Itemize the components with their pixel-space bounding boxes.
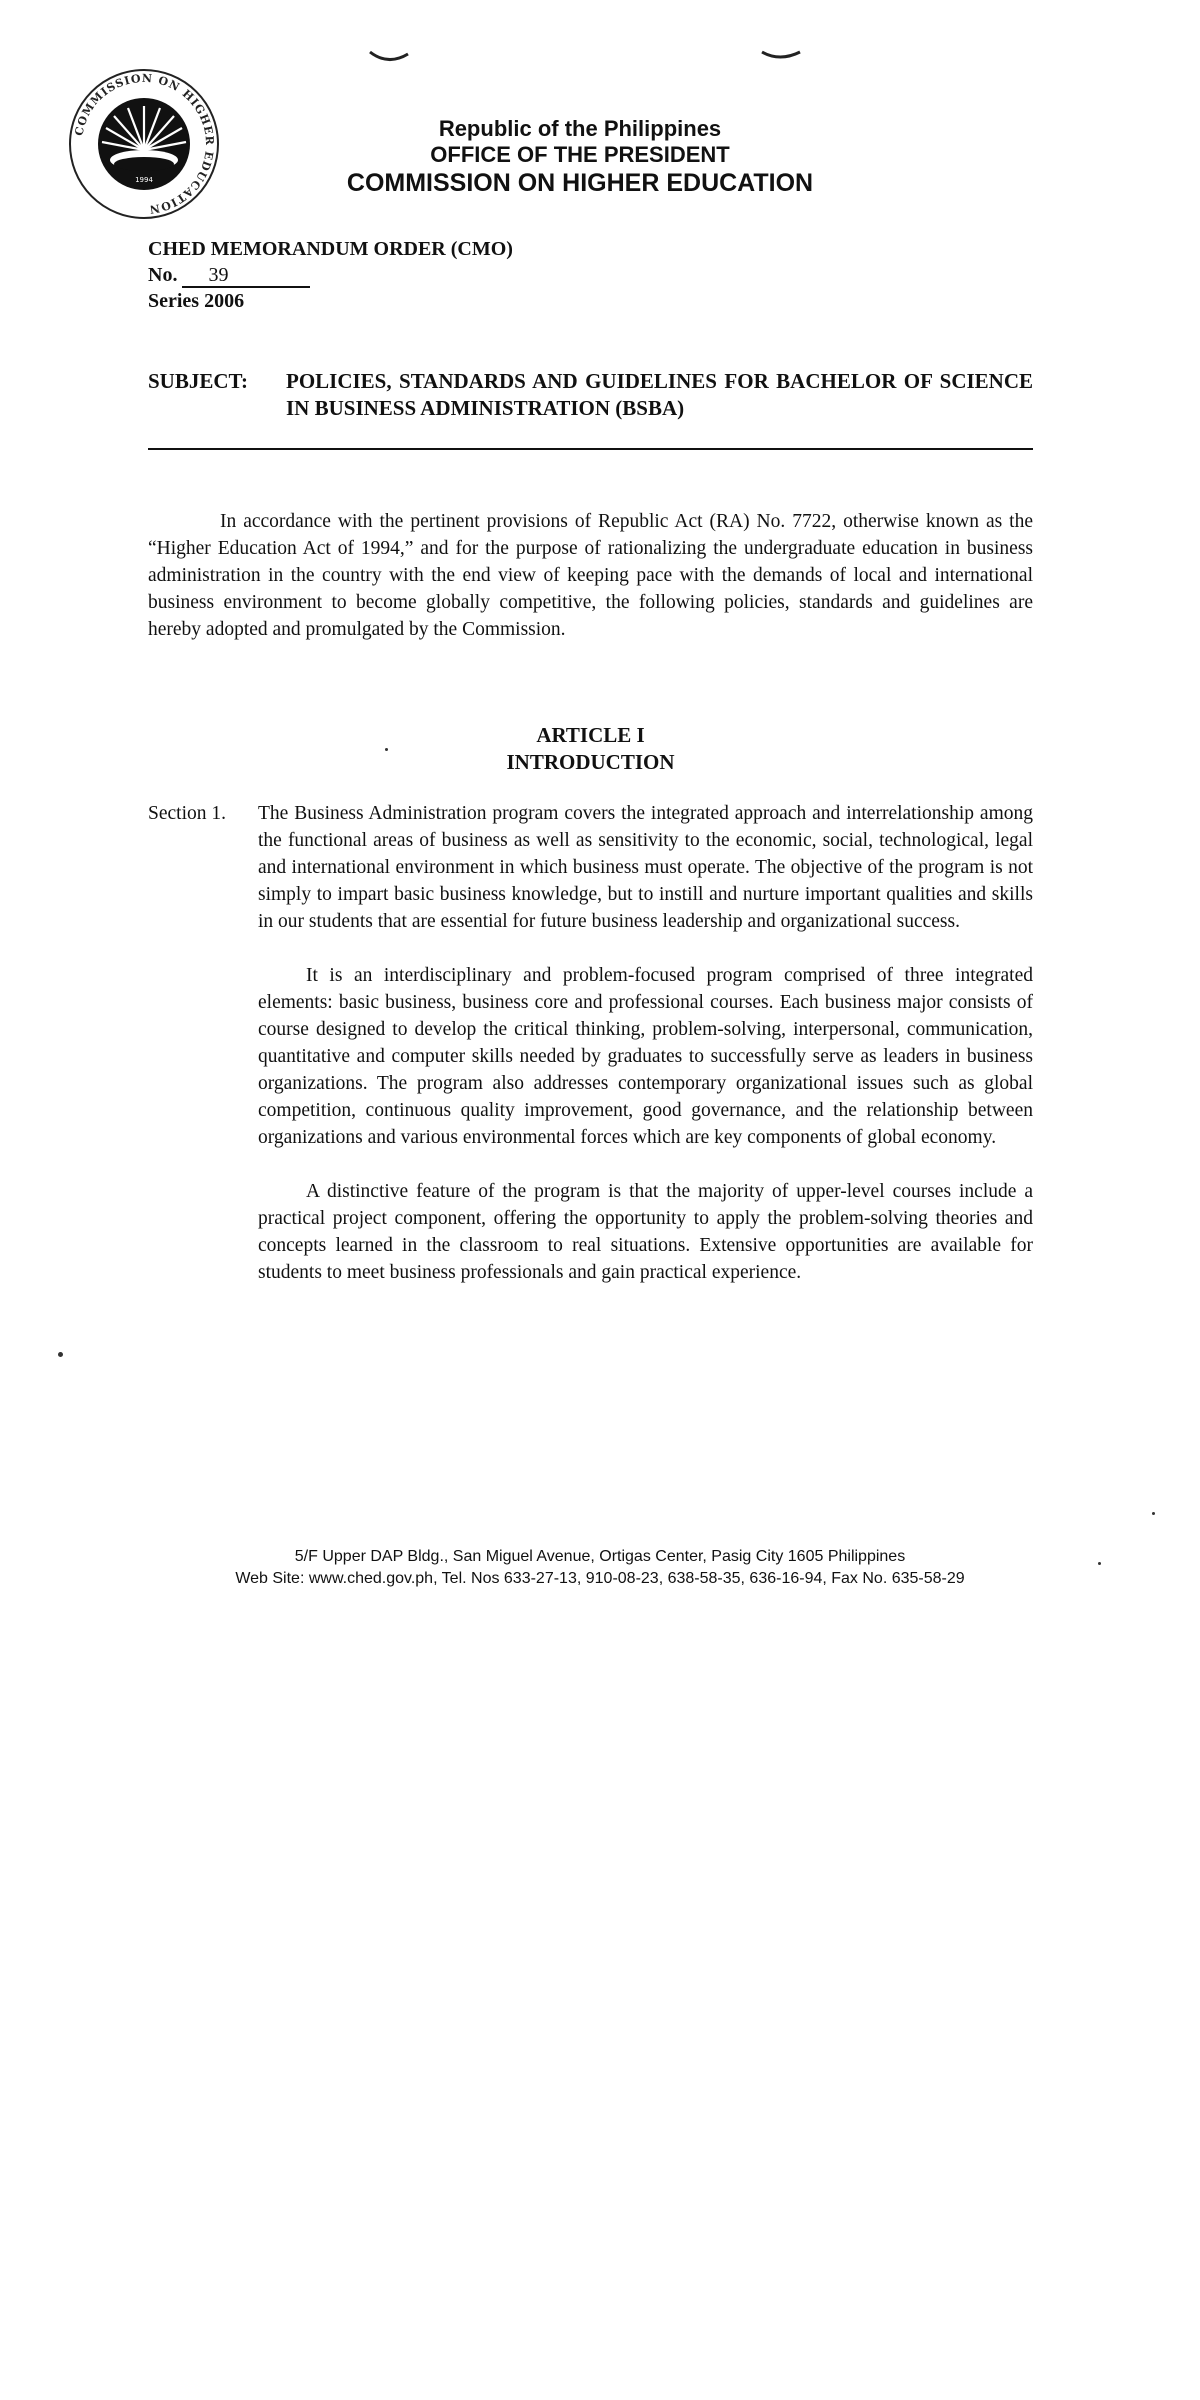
letterhead-republic: Republic of the Philippines <box>438 116 722 141</box>
subject-text: POLICIES, STANDARDS AND GUIDELINES FOR BACHELOR OF SCIENCE IN BUSINESS ADMINISTRATION (BSBA) <box>286 369 1033 420</box>
letterhead-office: OFFICE OF THE PRESIDENT <box>430 142 730 167</box>
footer-address <box>100 1546 1100 1590</box>
footer-line-address: 5/F Upper DAP Bldg., San Miguel Avenue, Ortigas Center, Pasig City 1605 Philippines <box>294 1548 906 1565</box>
scan-speck <box>385 748 388 751</box>
memo-title: CHED MEMORANDUM ORDER (CMO) <box>148 238 513 260</box>
subject-label: SUBJECT: <box>148 369 248 393</box>
section-paragraph: The Business Administration program covers the integrated approach and interrelationship among the functional areas of business as well as sensitivity to the economic, social, technological, legal and international environment in which business must operate. The objective of the program is not simply to impart basic business knowledge, but to instill and nurture important qualities and skills in our students that are essential for future business leadership and organizational success. <box>258 803 1033 932</box>
article-number: ARTICLE I <box>536 723 645 747</box>
letterhead <box>330 116 830 198</box>
ched-seal-logo <box>68 68 220 220</box>
scan-speck <box>1098 1562 1101 1565</box>
article-heading <box>148 722 1033 776</box>
memo-number-row <box>148 262 513 288</box>
svg-text:COMMISSION ON HIGHER EDUCATION: COMMISSION ON HIGHER EDUCATION <box>72 71 217 216</box>
scan-speck <box>1152 1512 1155 1515</box>
scan-speck <box>58 1352 63 1357</box>
scan-mark <box>760 48 810 68</box>
divider-rule <box>148 448 1033 450</box>
svg-text:1994: 1994 <box>135 176 153 184</box>
intro-paragraph: In accordance with the pertinent provisions of Republic Act (RA) No. 7722, otherwise known as the “Higher Education Act of 1994,” and for the purpose of rationalizing the undergraduate education in business administration in the country with the end view of keeping pace with the demands of local and international business environment to become globally competitive, the following policies, standards and guidelines are hereby adopted and promulgated by the Commission. <box>148 511 1033 640</box>
memo-info <box>148 236 513 314</box>
letterhead-commission: COMMISSION ON HIGHER EDUCATION <box>346 169 814 197</box>
section-body <box>258 800 1033 1313</box>
memo-series: Series 2006 <box>148 290 245 312</box>
footer-line-contact: Web Site: www.ched.gov.ph, Tel. Nos 633-27-13, 910-08-23, 638-58-35, 636-16-94, Fax No. 635-58-29 <box>235 1570 965 1587</box>
memo-number-value: 39 <box>182 264 310 288</box>
memo-number-label: No. <box>148 264 178 286</box>
article-title: INTRODUCTION <box>506 750 675 774</box>
scan-mark <box>368 48 418 68</box>
section-paragraph: A distinctive feature of the program is that the majority of upper-level courses include a practical project component, offering the opportunity to apply the problem-solving theories and concepts learned in the classroom to real situations. Extensive opportunities are available for students to meet business professionals and gain practical experience. <box>258 1181 1033 1283</box>
section-paragraph: It is an interdisciplinary and problem-focused program comprised of three integrated elements: basic business, business core and professional courses. Each business major consists of course designed to develop the critical thinking, problem-solving, interpersonal, communication, quantitative and computer skills needed by graduates to successfully serve as leaders in business organizations. The program also addresses contemporary organizational issues such as global competition, continuous quality improvement, good governance, and the relationship between organizations and various environmental forces which are key components of global economy. <box>258 965 1033 1148</box>
section-label: Section 1. <box>148 803 226 824</box>
